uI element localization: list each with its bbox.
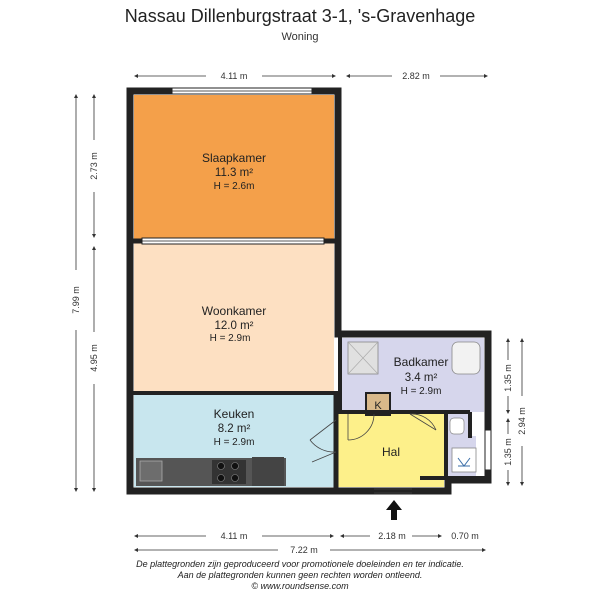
washbasin-icon <box>452 448 476 472</box>
disclaimer <box>0 559 600 592</box>
dim-top-right: 2.82 m <box>402 71 430 81</box>
plan-subtitle: Woning <box>281 31 319 43</box>
label-slaapkamer-area: 11.3 m² <box>214 167 254 179</box>
label-badkamer-area: 3.4 m² <box>404 372 438 384</box>
dim-right-lower: 1.35 m <box>503 438 513 466</box>
label-keuken-name: Keuken <box>213 407 255 421</box>
entrance-arrow-icon <box>386 500 402 520</box>
bathtub-icon <box>452 342 480 374</box>
disclaimer-line-1: De plattegronden zijn geproduceerd voor promotionele doeleinden en ter indicatie. <box>136 559 464 569</box>
label-slaapkamer-name: Slaapkamer <box>201 151 267 165</box>
label-badkamer-height: H = 2.9m <box>400 386 442 397</box>
dim-left-lower: 4.95 m <box>89 344 99 372</box>
label-woonkamer-area: 12.0 m² <box>214 320 254 332</box>
dim-left-upper: 2.73 m <box>89 152 99 180</box>
toilet-icon <box>450 418 464 434</box>
label-kast-name: K <box>374 400 382 412</box>
fridge-icon <box>252 457 284 486</box>
dim-left-total: 7.99 m <box>71 286 81 314</box>
dim-bottom-right: 0.70 m <box>451 531 479 541</box>
label-keuken-area: 8.2 m² <box>217 423 251 435</box>
dim-bottom-total: 7.22 m <box>290 545 318 555</box>
label-slaapkamer-height: H = 2.6m <box>213 181 255 192</box>
window-right <box>485 430 491 470</box>
dim-bottom-mid: 2.18 m <box>378 531 406 541</box>
disclaimer-line-2: Aan de plattegronden kunnen geen rechten worden ontleend. <box>177 570 423 580</box>
stove-icon <box>212 460 246 484</box>
dim-top-left: 4.11 m <box>220 71 248 81</box>
label-woonkamer-name: Woonkamer <box>201 304 267 318</box>
copyright: © www.roundsense.com <box>251 581 349 591</box>
plan-title: Nassau Dillenburgstraat 3-1, 's-Gravenhage <box>124 6 476 26</box>
dim-bottom-left: 4.11 m <box>220 531 248 541</box>
label-hal-name: Hal <box>381 445 401 459</box>
label-woonkamer-height: H = 2.9m <box>209 333 251 344</box>
label-badkamer-name: Badkamer <box>393 355 449 369</box>
dim-right-total: 2.94 m <box>517 407 527 435</box>
label-keuken-height: H = 2.9m <box>213 437 255 448</box>
shower-icon <box>348 342 378 374</box>
dim-right-upper: 1.35 m <box>503 364 513 392</box>
sink-icon <box>140 461 162 481</box>
